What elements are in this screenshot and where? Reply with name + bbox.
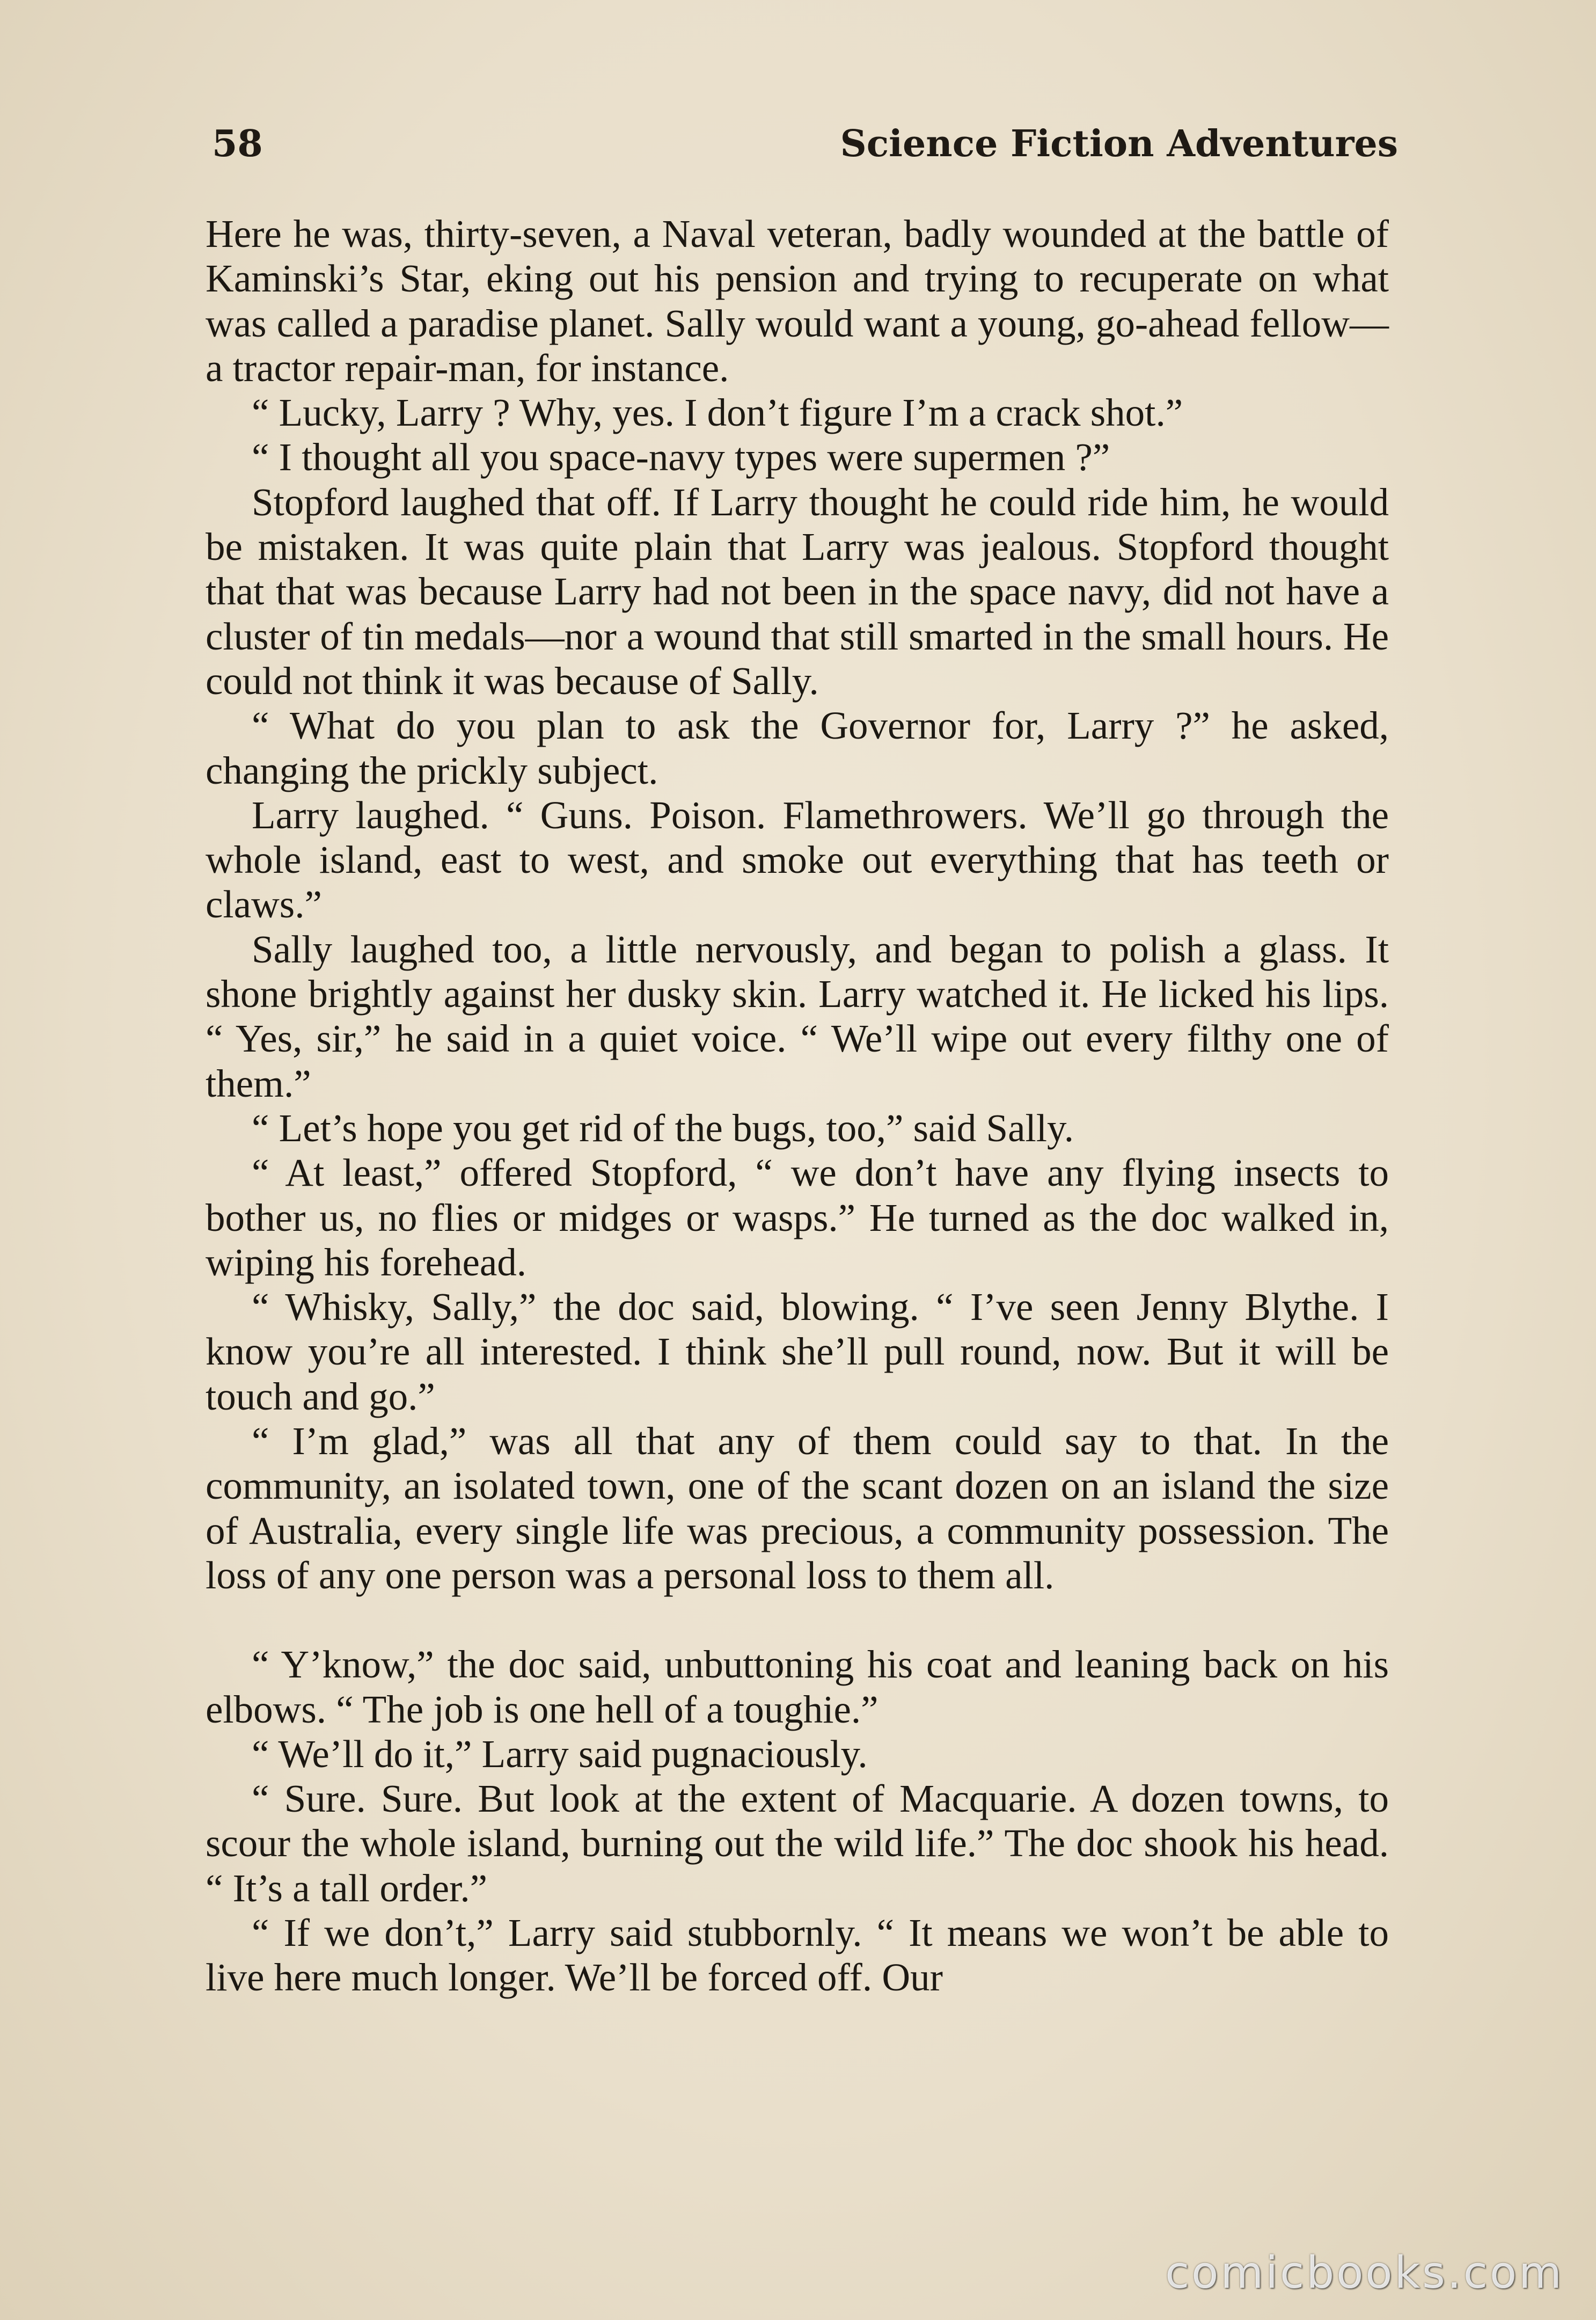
page-number: 58: [212, 122, 263, 165]
paragraph: Larry laughed. “ Guns. Poison. Flamethrowers. We’ll go through the whole island, east to west, and smoke out everything that has teeth or claws.”: [206, 793, 1389, 926]
paragraph: “ Y’know,” the doc said, unbuttoning his coat and leaning back on his elbows. “ The job is one hell of a toughie.”: [206, 1643, 1389, 1731]
body-text: [206, 211, 1389, 2000]
paragraph: Here he was, thirty-seven, a Naval veteran, badly wounded at the battle of Kaminski’s Star, eking out his pension and trying to recuperate on what was called a paradise planet. Sally would want a young, go-ahead fellow—a tractor repair-man, for instance.: [206, 212, 1389, 390]
running-title: Science Fiction Adventures: [840, 122, 1398, 165]
paragraph: “ At least,” offered Stopford, “ we don’t have any flying insects to bother us, no flies or midges or wasps.” He turned as the doc walked in, wiping his forehead.: [206, 1151, 1389, 1284]
paragraph: Sally laughed too, a little nervously, and began to polish a glass. It shone brightly against her dusky skin. Larry watched it. He licked his lips. “ Yes, sir,” he said in a quiet voice. “ We’ll wipe out every filthy one of them.”: [206, 927, 1389, 1105]
paragraph: “ Let’s hope you get rid of the bugs, too,” said Sally.: [252, 1106, 1074, 1150]
page-header: [212, 122, 1398, 176]
paragraph: “ I thought all you space-navy types were supermen ?”: [252, 435, 1110, 479]
paragraph: “ Whisky, Sally,” the doc said, blowing. “ I’ve seen Jenny Blythe. I know you’re all interested. I think she’ll pull round, now. But it will be touch and go.”: [206, 1285, 1389, 1418]
section-break: [206, 1597, 1389, 1642]
paragraph: “ If we don’t,” Larry said stubbornly. “ It means we won’t be able to live here much longer. We’ll be forced off. Our: [206, 1910, 1389, 2000]
paragraph: “ Sure. Sure. But look at the extent of Macquarie. A dozen towns, to scour the whole island, burning out the wild life.” The doc shook his head. “ It’s a tall order.”: [206, 1777, 1389, 1910]
paragraph: Stopford laughed that off. If Larry thought he could ride him, he would be mistaken. It was quite plain that Larry was jealous. Stopford thought that that was because Larry had not been in the space navy, did not have a cluster of tin medals—nor a wound that still smarted in the small hours. He could not think it was because of Sally.: [206, 480, 1389, 703]
paragraph: “ What do you plan to ask the Governor for, Larry ?” he asked, changing the prickly subject.: [206, 704, 1389, 792]
watermark: comicbooks.com: [1165, 2248, 1564, 2299]
paragraph: “ We’ll do it,” Larry said pugnaciously.: [252, 1732, 868, 1776]
paragraph: “ I’m glad,” was all that any of them could say to that. In the community, an isolated town, one of the scant dozen on an island the size of Australia, every single life was precious, a community possession. The loss of any one person was a personal loss to them all.: [206, 1419, 1389, 1597]
paragraph: “ Lucky, Larry ? Why, yes. I don’t figure I’m a crack shot.”: [252, 391, 1183, 435]
